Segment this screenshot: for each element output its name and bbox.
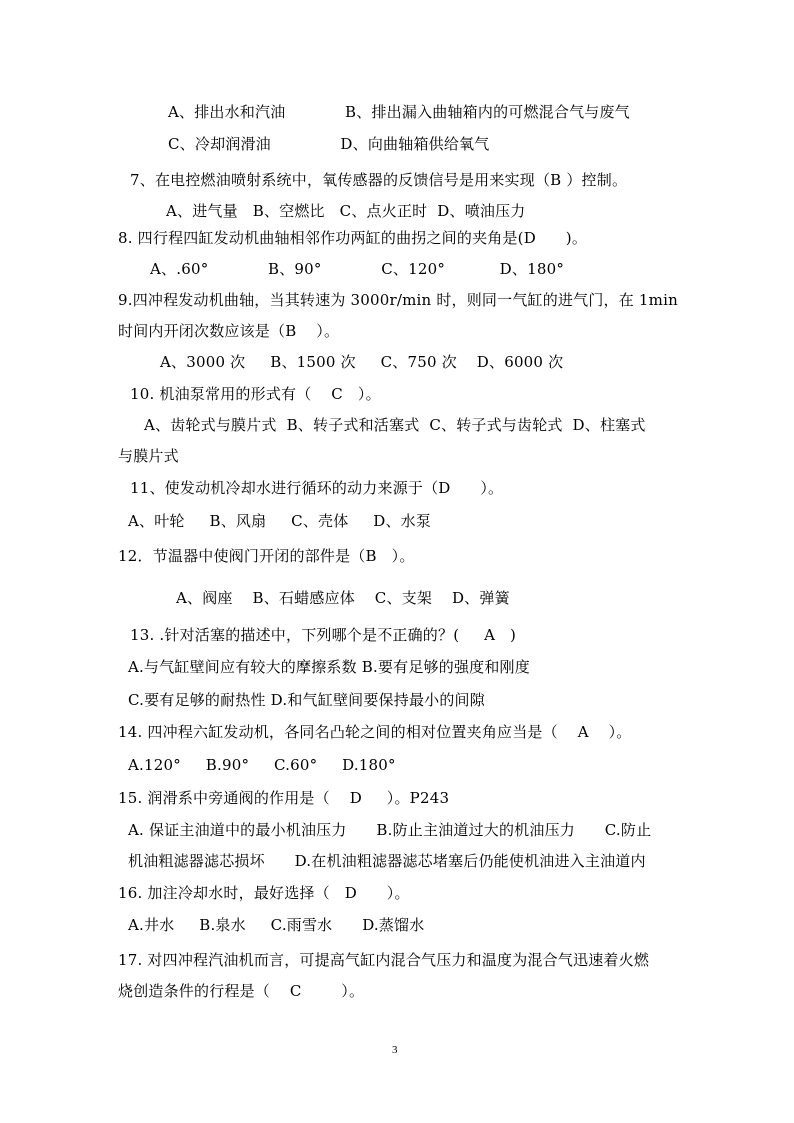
q6-options-row-2: C、冷却润滑油 D、向曲轴箱供给氧气 xyxy=(168,135,490,153)
q11-options: A、叶轮 B、风扇 C、壳体 D、水泵 xyxy=(128,512,432,530)
q14-options: A.120° B.90° C.60° D.180° xyxy=(128,756,396,774)
q13-options-line-2: C.要有足够的耐热性 D.和气缸壁间要保持最小的间隙 xyxy=(128,691,485,709)
question-8: 8. 四行程四缸发动机曲轴相邻作功两缸的曲拐之间的夹角是(D )。 xyxy=(118,229,588,247)
q9-options: A、3000 次 B、1500 次 C、750 次 D、6000 次 xyxy=(160,353,564,371)
page-number: 3 xyxy=(392,1044,398,1056)
q12-options: A、阀座 B、石蜡感应体 C、支架 D、弹簧 xyxy=(176,589,510,607)
q15-options-line-2: 机油粗滤器滤芯损坏 D.在机油粗滤器滤芯堵塞后仍能使机油进入主油道内 xyxy=(128,852,646,870)
question-16: 16. 加注冷却水时，最好选择（ D ）。 xyxy=(118,884,410,902)
q8-options: A、.60° B、90° C、120° D、180° xyxy=(150,260,565,278)
question-12: 12．节温器中使阀门开闭的部件是（B ）。 xyxy=(118,547,415,565)
question-15: 15. 润滑系中旁通阀的作用是（ D ）。P243 xyxy=(118,789,450,807)
question-10: 10. 机油泵常用的形式有（ C ）。 xyxy=(130,385,381,403)
question-17-line-2: 烧创造条件的行程是（ C ）。 xyxy=(118,982,365,1000)
question-11: 11、使发动机冷却水进行循环的动力来源于（D ）。 xyxy=(130,479,504,497)
question-9-line-2: 时间内开闭次数应该是（B ）。 xyxy=(118,322,340,340)
question-9-line-1: 9.四冲程发动机曲轴，当其转速为 3000r/min 时，则同一气缸的进气门，在 1min xyxy=(118,291,678,309)
question-13: 13. .针对活塞的描述中，下列哪个是不正确的？( A ) xyxy=(130,626,517,644)
question-17-line-1: 17. 对四冲程汽油机而言，可提高气缸内混合气压力和温度为混合气迅速着火燃 xyxy=(118,951,650,969)
q10-options-line-2: 与膜片式 xyxy=(118,447,179,465)
question-14: 14. 四冲程六缸发动机，各同名凸轮之间的相对位置夹角应当是（ A ）。 xyxy=(118,723,632,741)
q15-options-line-1: A. 保证主油道中的最小机油压力 B.防止主油道过大的机油压力 C.防止 xyxy=(128,821,652,839)
q7-options: A、进气量 B、空燃比 C、点火正时 D、喷油压力 xyxy=(166,202,526,220)
q10-options-line-1: A、齿轮式与膜片式 B、转子式和活塞式 C、转子式与齿轮式 D、柱塞式 xyxy=(144,416,646,434)
q16-options: A.井水 B.泉水 C.雨雪水 D.蒸馏水 xyxy=(128,916,425,934)
q6-options-row-1: A、排出水和汽油 B、排出漏入曲轴箱内的可燃混合气与废气 xyxy=(168,103,630,121)
question-7: 7、在电控燃油喷射系统中，氧传感器的反馈信号是用来实现（B ）控制。 xyxy=(130,171,628,189)
q13-options-line-1: A.与气缸壁间应有较大的摩擦系数 B.要有足够的强度和刚度 xyxy=(128,658,530,676)
